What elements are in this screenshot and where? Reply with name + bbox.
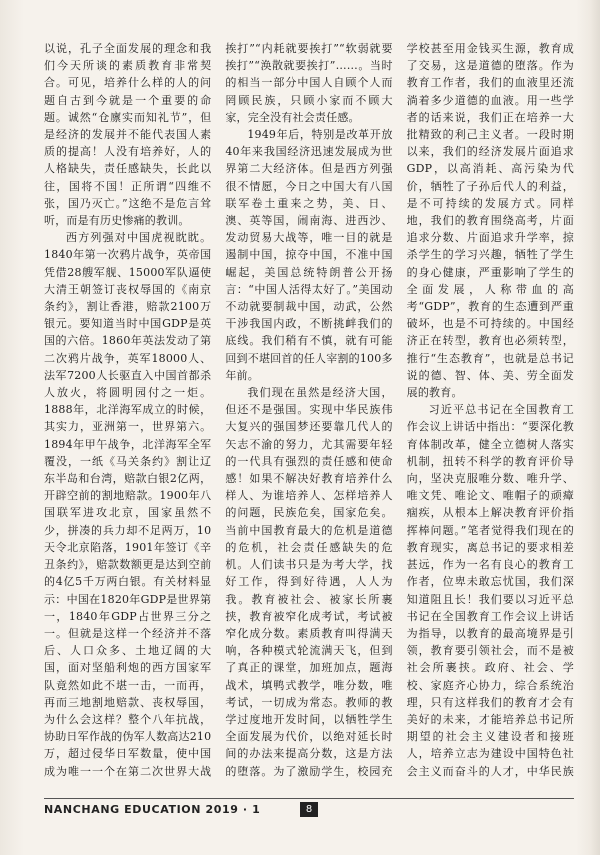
page-number: 8 [300,802,318,817]
text-column-3 [407,40,574,780]
paragraph: 挨打”“内耗就要挨打”“软弱就要挨打”“涣散就要挨打”……。当时的相当一部分中国人自顾个人而罔顾民族，只顾小家而不顾大家，完全没有社会责任感。 [225,42,393,124]
text-column-1 [44,40,211,780]
paragraph: 1949年后，特别是改革开放40年来我国经济迅速发展成为世界第二大经济体。但是西方列强很不情愿，今日之中国大有八国联军卷土重来之势，美、日、澳、英等国，闹南海、进西沙、发动贸易大战等，唯一目的就是遏制中国，掠夺中国，不准中国崛起，美国总统特朗普公开扬言：“中国人活得太好了。”美国动不动就要制裁中国，动武，公然干涉我国内政，不断挑衅我们的底线。我们稍有不慎，就有可能回到不堪回首的任人宰割的100多年前。 [225,128,393,382]
paragraph: 西方列强对中国虎视眈眈。1840年第一次鸦片战争，英帝国凭借28艘军舰、15000军队逼使大清王朝签订丧权辱国的《南京条约》，割让香港，赔款2100万银元。要知道当时中国GDP是英国的六倍。1860年英法发动了第二次鸦片战争，英军18000人、法军7200人长驱直入中国首都杀人放火，将圆明园付之一炬。1888年，北洋海军成立的时候，其实力，亚洲第一，世界第六。1894年甲午战争，北洋海军全军覆没，一纸《马关条约》割让辽东半岛和台湾，赔款白银2亿两，开辟空前的割地赔款。1900年八国联军进攻北京，国家虽然不少，拼凑的兵力却不足两万，10天令北京陷落，1901年签订《辛丑条约》，赔款数额更是达到空前的4亿5千万两白银。有关材料显示：中国在1820年GDP是世界第一，1840年GDP占世界三分之一。但就是这样一个经济并不落后、人口众多、土地辽阔的大国，面对坚船利炮的西方国家军队竟然如此不堪一击，一而再，再而三地割地赔款、丧权辱国，为什么会这样？整个八年抗战，协助日军作战的伪军人数高达210万，超过侵华日军数量，使中国成为唯一一个在第二次世界大战 [44,231,212,778]
article-body [44,40,574,780]
paragraph: 以说，孔子全面发展的理念和我们今天所谈的素质教育非常契合。可见，培养什么样的人的问题自古到今就是一个重要的命题。诚然“仓廪实而知礼节”，但是经济的发展并不能代表国人素质的提高！人没有培养好，人的人格缺失，责任感缺失，长此以往，国将不国！正所谓“四维不张，国乃灭亡。”这绝不是危言耸听，而是有历史惨痛的教训。 [44,42,212,228]
page-edge-shadow [590,0,600,855]
paragraph: 学校甚至用金钱买生源，教育成了交易，这是道德的堕落。作为教育工作者，我们的血液里还流淌着多少道德的血液。用一些学者的话来说，我们正在培养一大批精致的利己主义者。一段时期以来，我们的经济发展片面追求GDP，以高消耗、高污染为代价，牺牲了子孙后代人的利益，是不可持续的发展方式。同样地，我们的教育围绕高考，片面追求分数、片面追求升学率，掠杀学生的学习兴趣，牺牲了学生的身心健康，严重影响了学生的全面发展，人称带血的高考“GDP”，教育的生态遭到严重破坏，也是不可持续的。中国经济正在转型，教育也必须转型，推行“生态教育”，也就是总书记说的德、智、体、美、劳全面发展的教育。 [406,42,574,400]
journal-name: NANCHANG EDUCATION 2019 · 1 [44,803,261,816]
paragraph: 习近平总书记在全国教育工作会议上讲话中指出：“要深化教育体制改革，健全立德树人落实机制，扭转不科学的教育评价导向，坚决克服唯分数、唯升学、唯文凭、唯论文、唯帽子的顽瘴痼疾，从根本上解决教育评价指挥棒问题。”笔者觉得我们现在的教育现实，离总书记的要求相差甚远，作为一名有良心的教育工作者，位卑未敢忘忧国，我们深知道阻且长！我们要以习近平总书记在全国教育工作会议上讲话为指导，以教育的最高境界是引领，教育要引领社会，而不是被社会所裹挟。政府、社会、学校、家庭齐心协力，综合系统治理，只有这样我们的教育才会有美好的未来，才能培养总书记所期望的社会主义建设者和接班人，培养立志为建设中国特色社会主义而奋斗的人才，中华民族 [406,403,574,778]
paragraph: 我们现在虽然是经济大国，但还不是强国。实现中华民族伟大复兴的强国梦还要靠几代人的矢志不渝的努力，尤其需要年轻的一代具有强烈的责任感和使命感！如果不解决好教育培养什么样人、为谁培养人、怎样培养人的问题，民族危矣，国家危矣。当前中国教育最大的危机是道德的危机，社会责任感缺失的危机。人们读书只是为考大学，找好工作，得到好待遇，人人为我。教育被社会、被家长所裹挟，教育被窄化成考试，考试被窄化成分数。素质教育叫得满天响，各种模式轮流满天飞，但到了真正的课堂，加班加点，题海战术，填鸭式教学，唯分数，唯考试，一切成为常态。教师的教学过度地开发时间，以牺牲学生全面发展为代价，以绝对延长时间的办法来提高分数，这是方法的堕落。为了激励学生，校园充 [225,386,393,778]
text-column-2 [225,40,392,780]
footer-divider [44,798,574,799]
